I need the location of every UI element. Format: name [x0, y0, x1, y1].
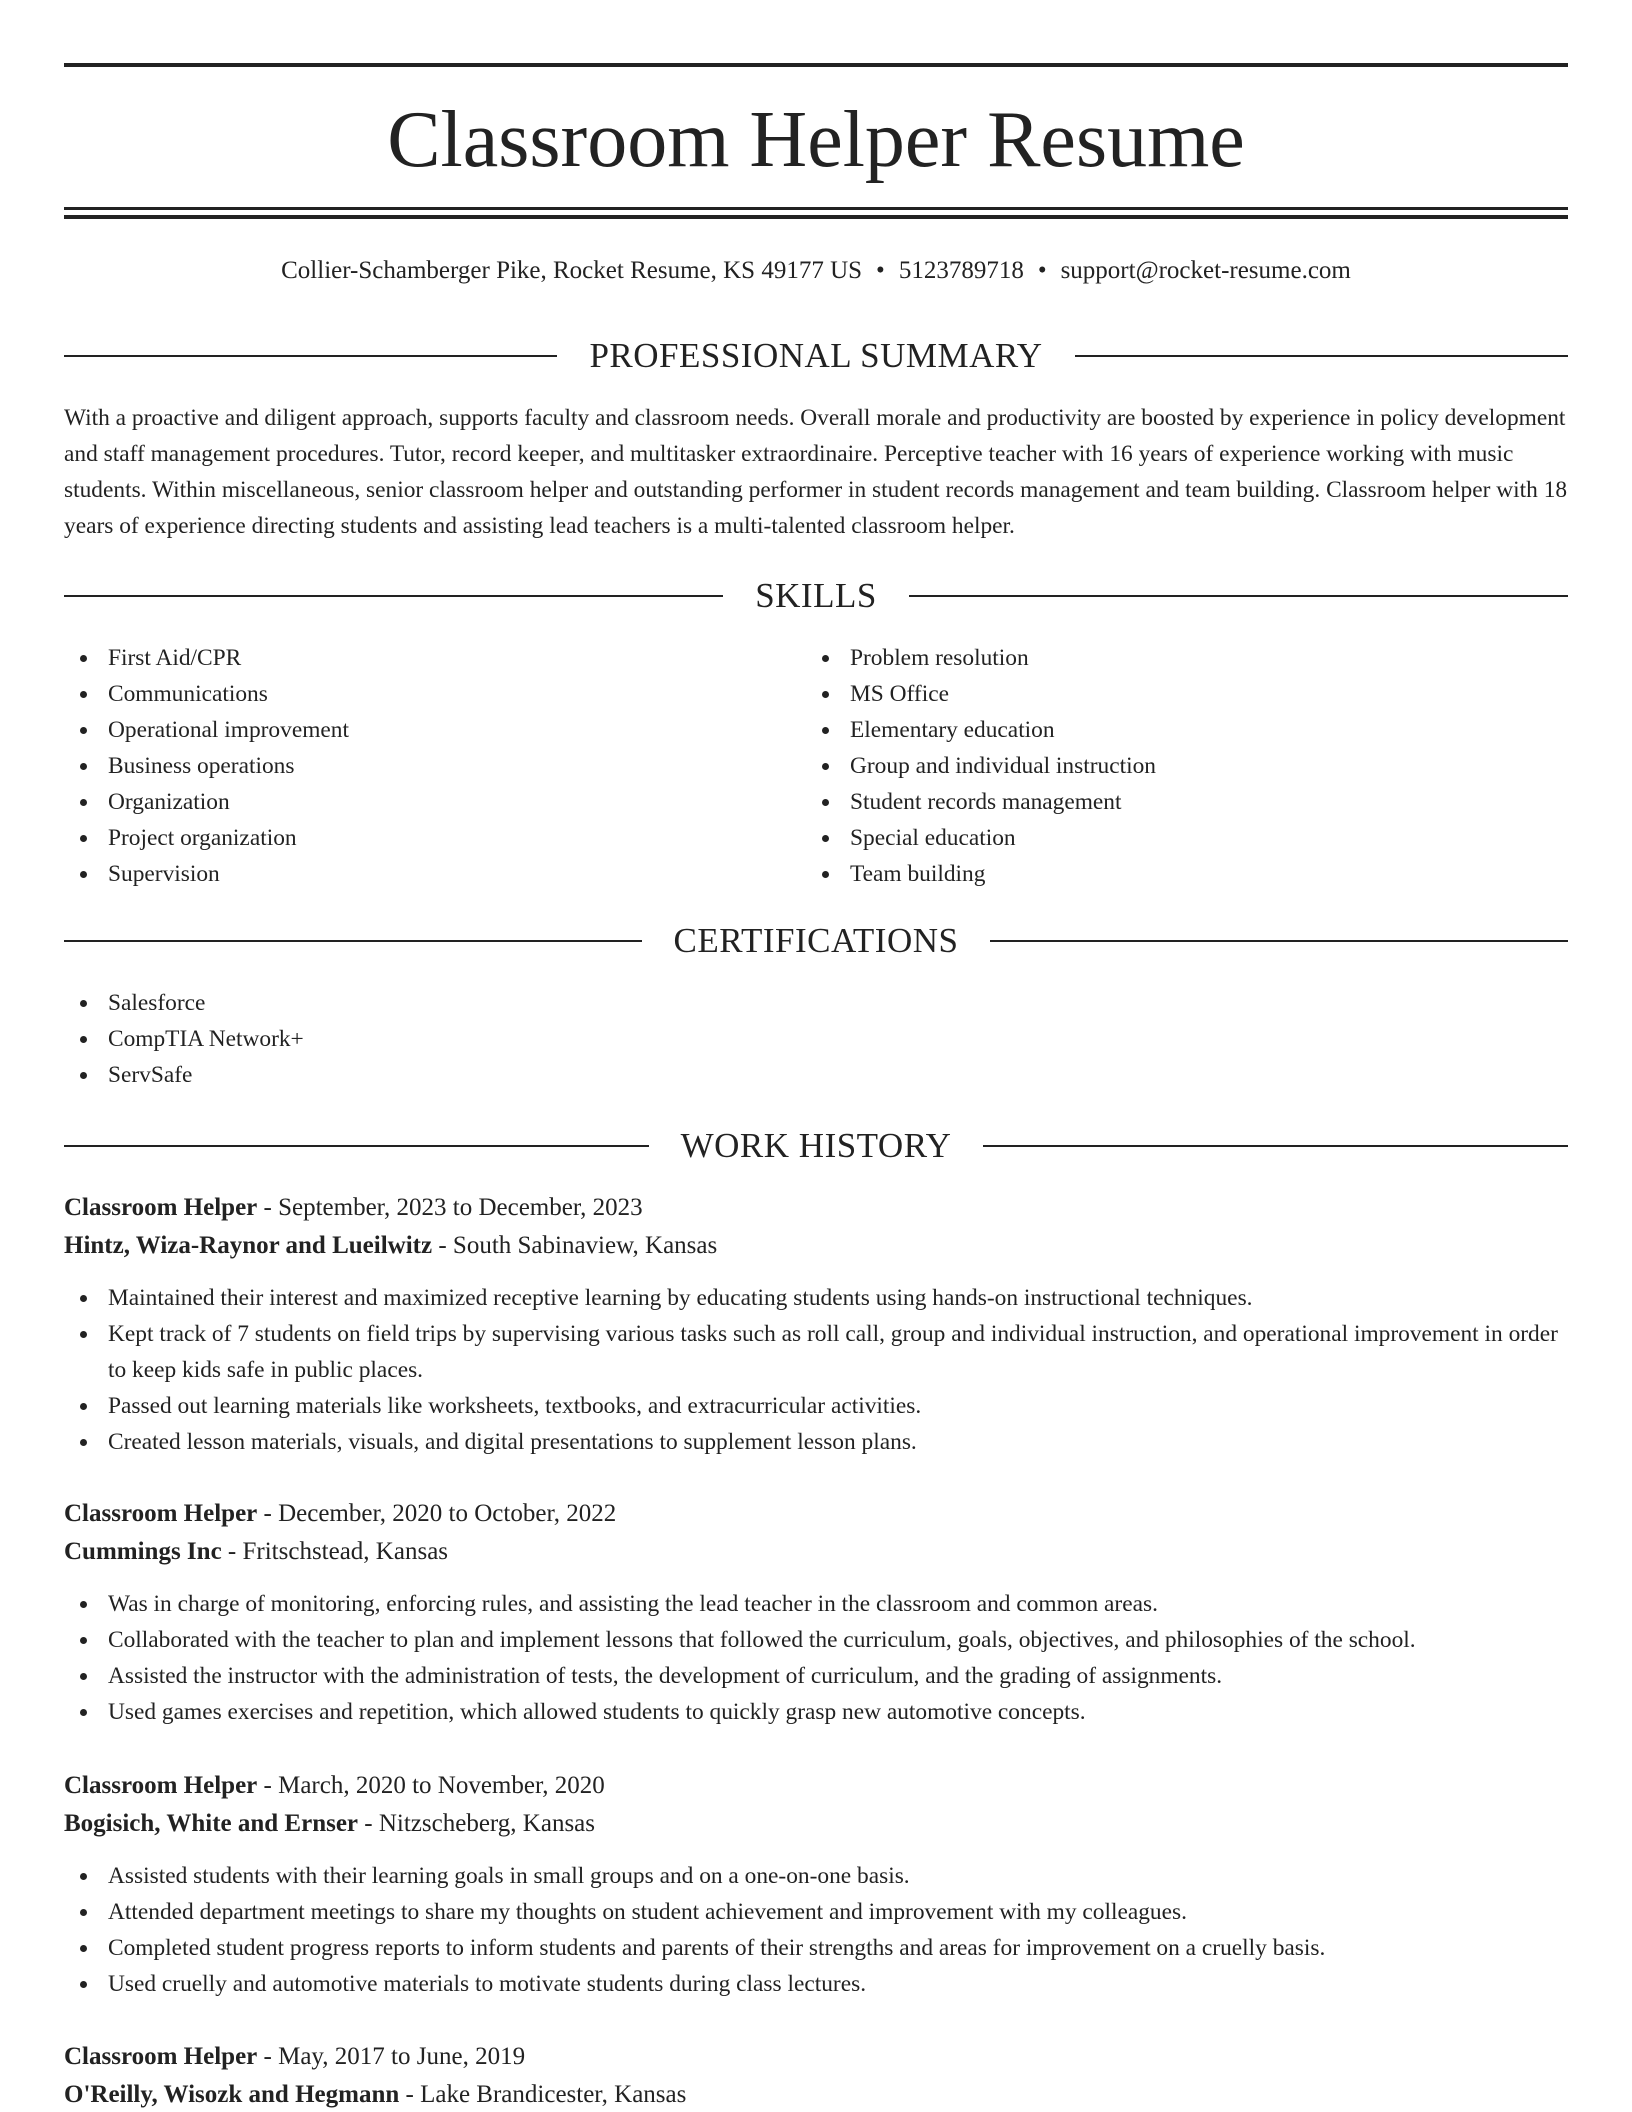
job-title-line [64, 1190, 1568, 1226]
job-title: Classroom Helper [64, 1772, 258, 1799]
job-dates: - December, 2020 to October, 2022 [257, 1500, 617, 1527]
job-bullet: Assisted the instructor with the administration of tests, the development of curriculum, and the grading of assignments. [64, 1658, 1568, 1694]
skill-item: MS Office [806, 676, 1566, 712]
heading-rule [64, 595, 723, 597]
heading-label: SKILLS [755, 576, 877, 615]
resume-title: Classroom Helper Resume [387, 96, 1245, 184]
contact-email: support@rocket-resume.com [1060, 257, 1351, 284]
section-heading-work-history [64, 1124, 1568, 1168]
job-company: Cummings Inc [64, 1538, 222, 1565]
skills-list-left [64, 640, 804, 892]
job-title-line [64, 2039, 1568, 2075]
job-title: Classroom Helper [64, 2043, 258, 2070]
top-rule [64, 63, 1568, 67]
section-heading-summary [64, 334, 1568, 378]
summary-text: With a proactive and diligent approach, supports faculty and classroom needs. Overall morale and productivity are boosted by experience in policy development and staff management procedures. Tutor, record keeper, and multitasker extraordinaire. Perceptive teacher with 16 years of experience working with music students. Within miscellaneous, senior classroom helper and outstanding performer in student records management and team building. Classroom helper with 18 years of experience directing students and assisting lead teachers is a multi-talented classroom helper. [64, 405, 1568, 539]
job-dates: - September, 2023 to December, 2023 [257, 1194, 643, 1221]
job-location: - South Sabinaview, Kansas [432, 1232, 718, 1259]
job-title: Classroom Helper [64, 1500, 258, 1527]
title-rule-upper [64, 207, 1568, 210]
job-bullet: Assisted students with their learning goals in small groups and on a one-on-one basis. [64, 1858, 1568, 1894]
contact-separator: • [876, 257, 885, 284]
job-bullet: Attended department meetings to share my thoughts on student achievement and improvement with my colleagues. [64, 1894, 1568, 1930]
skill-item: Elementary education [806, 712, 1566, 748]
job-entry [64, 1190, 1568, 1460]
job-dates: - May, 2017 to June, 2019 [257, 2043, 526, 2070]
skill-item: Project organization [64, 820, 804, 856]
job-bullet: Kept track of 7 students on field trips by supervising various tasks such as roll call, group and individual instruction, and operational improvement in order to keep kids safe in public places. [64, 1316, 1568, 1388]
heading-label: CERTIFICATIONS [673, 921, 959, 960]
skill-item: Group and individual instruction [806, 748, 1566, 784]
job-company-line [64, 1806, 1568, 1842]
job-title-line [64, 1496, 1568, 1532]
contact-separator: • [1037, 257, 1047, 284]
job-bullet: Completed student progress reports to inform students and parents of their strengths and areas for improvement on a cruelly basis. [64, 1930, 1568, 1966]
skill-item: Business operations [64, 748, 804, 784]
contact-address: Collier-Schamberger Pike, Rocket Resume, KS 49177 US [281, 257, 863, 284]
job-dates: - March, 2020 to November, 2020 [257, 1772, 605, 1799]
job-bullet: Used cruelly and automotive materials to motivate students during class lectures. [64, 1966, 1568, 2002]
job-bullet: Passed out learning materials like worksheets, textbooks, and extracurricular activities. [64, 1388, 1568, 1424]
job-company-line [64, 1228, 1568, 1264]
job-bullet: Collaborated with the teacher to plan and implement lessons that followed the curriculum, goals, objectives, and philosophies of the school. [64, 1622, 1568, 1658]
section-heading-skills [64, 574, 1568, 618]
skill-item: Student records management [806, 784, 1566, 820]
job-company: Bogisich, White and Ernser [64, 1810, 359, 1837]
skill-item: Supervision [64, 856, 804, 892]
heading-rule [64, 940, 642, 942]
certifications-list [64, 985, 1568, 1093]
skill-item: Communications [64, 676, 804, 712]
certification-item: Salesforce [64, 985, 1568, 1021]
job-company: Hintz, Wiza-Raynor and Lueilwitz [64, 1232, 433, 1259]
skill-item: Operational improvement [64, 712, 804, 748]
job-bullets [64, 1586, 1568, 1730]
job-entry [64, 1496, 1568, 1730]
title-rule-lower [64, 215, 1568, 219]
job-title: Classroom Helper [64, 1194, 258, 1221]
heading-rule [990, 940, 1568, 942]
heading-label: WORK HISTORY [680, 1126, 952, 1165]
job-bullets [64, 1858, 1568, 2002]
job-company-line [64, 2077, 1568, 2112]
skills-list-right [806, 640, 1566, 892]
job-bullets [64, 1280, 1568, 1460]
job-bullet: Maintained their interest and maximized receptive learning by educating students using hands-on instructional techniques. [64, 1280, 1568, 1316]
contact-phone: 5123789718 [898, 257, 1024, 284]
heading-rule [64, 355, 557, 357]
contact-line [64, 255, 1568, 287]
heading-rule [909, 595, 1568, 597]
job-title-line [64, 1768, 1568, 1804]
skill-item: Team building [806, 856, 1566, 892]
job-location: - Lake Brandicester, Kansas [399, 2081, 687, 2108]
skill-item: Organization [64, 784, 804, 820]
skill-item: Special education [806, 820, 1566, 856]
job-bullet: Used games exercises and repetition, which allowed students to quickly grasp new automotive concepts. [64, 1694, 1568, 1730]
heading-label: PROFESSIONAL SUMMARY [589, 336, 1043, 375]
section-heading-certifications [64, 919, 1568, 963]
job-location: - Fritschstead, Kansas [221, 1538, 449, 1565]
job-entry [64, 2039, 1568, 2112]
job-bullet: Was in charge of monitoring, enforcing rules, and assisting the lead teacher in the classroom and common areas. [64, 1586, 1568, 1622]
skill-item: Problem resolution [806, 640, 1566, 676]
skill-item: First Aid/CPR [64, 640, 804, 676]
certification-item: CompTIA Network+ [64, 1021, 1568, 1057]
heading-rule [64, 1145, 649, 1147]
heading-rule [983, 1145, 1568, 1147]
job-bullet: Created lesson materials, visuals, and digital presentations to supplement lesson plans. [64, 1424, 1568, 1460]
job-entry [64, 1768, 1568, 2002]
job-company: O'Reilly, Wisozk and Hegmann [64, 2081, 400, 2108]
heading-rule [1075, 355, 1568, 357]
job-location: - Nitzscheberg, Kansas [358, 1810, 595, 1837]
job-company-line [64, 1534, 1568, 1570]
certification-item: ServSafe [64, 1057, 1568, 1093]
